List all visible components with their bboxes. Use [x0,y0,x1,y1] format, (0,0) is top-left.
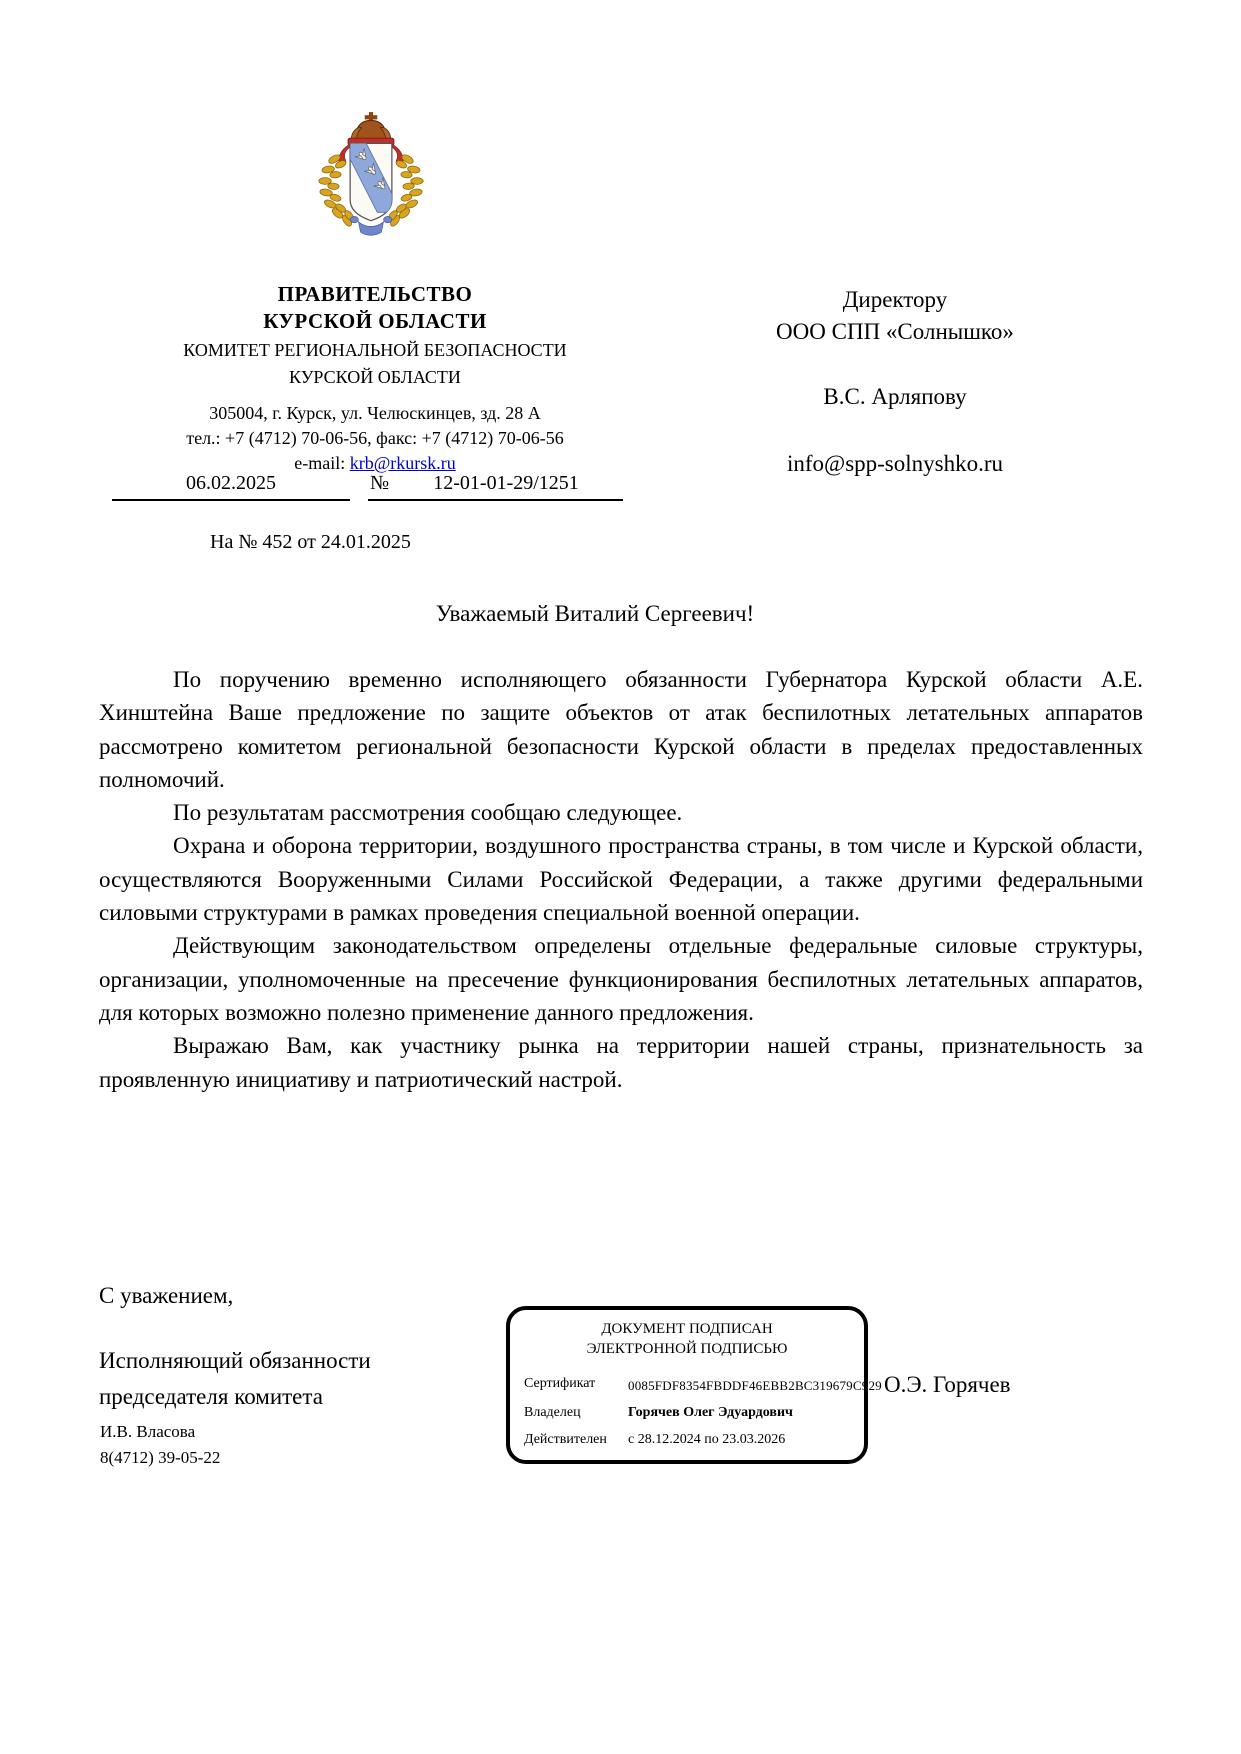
body-paragraph: По результатам рассмотрения сообщаю следующее. [173,800,683,826]
executor-phone: 8(4712) 39-05-22 [100,1448,221,1467]
stamp-title [524,1319,850,1359]
reference-number-line: На № 452 от 24.01.2025 [210,531,411,553]
letter-number: 12-01-01-29/1251 [433,472,579,494]
recipient-block [650,284,1140,480]
org-dept-line-2: КУРСКОЙ ОБЛАСТИ [289,367,461,387]
org-name-line-1: ПРАВИТЕЛЬСТВО [277,282,473,306]
certificate-value: 0085FDF8354FBDDF46EBB2BC319679C929 [628,1378,882,1393]
body-paragraph: Действующим законодательством определены отдельные федеральные силовые структуры, организации, уполномоченные на пресечение функционирования беспилотных летательных аппаратов, для которых возможно полезно применение данного предложения. [99,933,1143,1025]
executor-block [100,1419,220,1471]
stamp-title-line-2: ЭЛЕКТРОННОЙ ПОДПИСЬЮ [586,1341,788,1357]
org-email-label: e-mail: [294,453,350,473]
letter-date: 06.02.2025 [186,472,276,494]
recipient-company: ООО СПП «Солнышко» [776,319,1014,344]
validity-label: Действителен [524,1432,607,1447]
signer-position-line-2: председателя комитета [99,1384,323,1409]
date-field [112,472,350,501]
number-sign: № [370,472,390,494]
letter-body [99,663,1143,1096]
owner-label: Владелец [524,1405,581,1420]
body-paragraph: По поручению временно исполняющего обязанности Губернатора Курской области А.Е. Хинштейна Ваше предложение по защите объектов от атак беспилотных летательных аппаратов рассмотрено комитетом региональной безопасности Курской области в пределах предоставленных полномочий. [99,667,1143,792]
signer-position [99,1343,459,1415]
salutation: Уважаемый Виталий Сергеевич! [435,601,755,626]
owner-value: Горячев Олег Эдуардович [628,1405,793,1420]
signature-stamp [506,1306,882,1464]
body-paragraph: Выражаю Вам, как участнику рынка на территории нашей страны, признательность за проявленную инициативу и патриотический настрой. [99,1033,1143,1092]
certificate-label: Сертификат [524,1376,596,1391]
certificate-row [524,1370,882,1399]
executor-name: И.В. Власова [100,1422,196,1441]
validity-row [524,1426,850,1453]
org-phone-fax: тел.: +7 (4712) 70-06-56, факс: +7 (4712) 70-06-56 [186,428,564,448]
recipient-email: info@spp-solnyshko.ru [786,451,1004,476]
org-name-block [115,281,635,389]
signer-position-line-1: Исполняющий обязанности [99,1348,371,1373]
org-dept-line-1: КОМИТЕТ РЕГИОНАЛЬНОЙ БЕЗОПАСНОСТИ [183,340,567,360]
stamp-details [524,1370,882,1453]
validity-value: с 28.12.2024 по 23.03.2026 [628,1432,786,1447]
org-address: 305004, г. Курск, ул. Челюскинцев, зд. 28 А [209,403,541,423]
kursk-coat-of-arms-icon [306,110,436,252]
org-contact-block [115,401,635,476]
owner-row [524,1399,850,1426]
org-name-line-2: КУРСКОЙ ОБЛАСТИ [263,309,487,333]
recipient-person: В.С. Арляпову [823,384,967,409]
body-paragraph: Охрана и оборона территории, воздушного пространства страны, в том числе и Курской области, осуществляются Вооруженными Силами Российской Федерации, а также другими федеральными силовыми структурами в рамках проведения специальной военной операции. [99,833,1143,926]
coat-of-arms-svg [306,110,436,252]
signer-name: О.Э. Горячев [884,1372,1011,1397]
closing-salutation: С уважением, [99,1283,234,1308]
org-email-link[interactable]: krb@rkursk.ru [349,453,456,473]
stamp-title-line-1: ДОКУМЕНТ ПОДПИСАН [601,1321,773,1337]
recipient-title: Директору [842,287,948,312]
number-field [368,472,623,501]
date-number-line [112,472,632,501]
